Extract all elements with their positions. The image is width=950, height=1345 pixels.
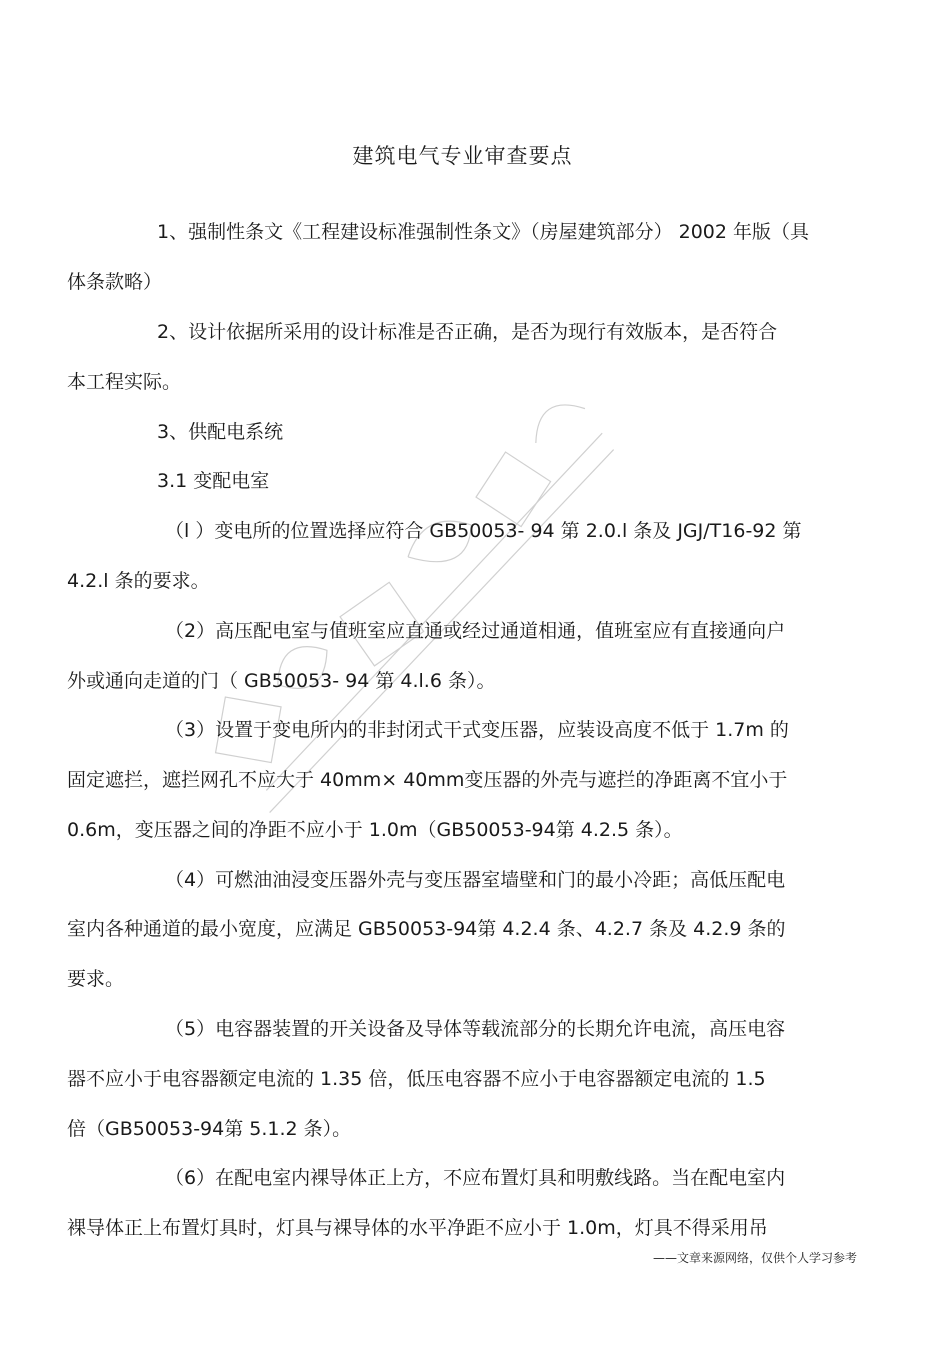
subsection-heading: 3.1 变配电室	[157, 470, 270, 492]
paragraph-line: 1、强制性条文《工程建设标准强制性条文》（房屋建筑部分） 2002 年版（具	[157, 221, 810, 243]
source-footer: ——文章来源网络，仅供个人学习参考	[652, 1251, 857, 1265]
section-heading: 3、供配电系统	[157, 421, 284, 443]
paragraph-line: 4.2.l 条的要求。	[67, 570, 210, 592]
paragraph-line: （4）可燃油油浸变压器外壳与变压器室墙壁和门的最小冷距；高低压配电	[165, 869, 786, 891]
paragraph-line: 体条款略）	[67, 271, 163, 293]
paragraph-line: （6）在配电室内裸导体正上方，不应布置灯具和明敷线路。当在配电室内	[165, 1167, 786, 1189]
paragraph-line: 裸导体正上布置灯具时，灯具与裸导体的水平净距不应小于 1.0m，灯具不得采用吊	[67, 1217, 768, 1239]
paragraph-line: 室内各种通道的最小宽度，应满足 GB50053-94第 4.2.4 条、4.2.7 条及 4.2.9 条的	[67, 918, 786, 940]
paragraph-line: 器不应小于电容器额定电流的 1.35 倍，低压电容器不应小于电容器额定电流的 1.5	[67, 1068, 766, 1090]
paragraph-line: 0.6m，变压器之间的净距不应小于 1.0m（GB50053-94第 4.2.5 条）。	[67, 819, 683, 841]
paragraph-line: 固定遮拦，遮拦网孔不应大于 40mm× 40mm变压器的外壳与遮拦的净距离不宜小于	[67, 769, 788, 791]
paragraph-line: 外或通向走道的门（ GB50053- 94 第 4.l.6 条）。	[67, 670, 496, 692]
paragraph-line: （5）电容器装置的开关设备及导体等载流部分的长期允许电流，高压电容	[165, 1018, 786, 1040]
document-title: 建筑电气专业审查要点	[352, 144, 573, 168]
paragraph-line: （l ）变电所的位置选择应符合 GB50053- 94 第 2.0.l 条及 JGJ/T16-92 第	[165, 520, 802, 542]
paragraph-line: 要求。	[67, 968, 125, 990]
paragraph-line: 2、设计依据所采用的设计标准是否正确，是否为现行有效版本，是否符合	[157, 321, 778, 343]
paragraph-line: 倍（GB50053-94第 5.1.2 条）。	[67, 1118, 352, 1140]
paragraph-line: 本工程实际。	[67, 371, 182, 393]
paragraph-line: （2）高压配电室与值班室应直通或经过通道相通，值班室应有直接通向户	[165, 620, 786, 642]
paragraph-line: （3）设置于变电所内的非封闭式干式变压器，应装设高度不低于 1.7m 的	[165, 719, 789, 741]
